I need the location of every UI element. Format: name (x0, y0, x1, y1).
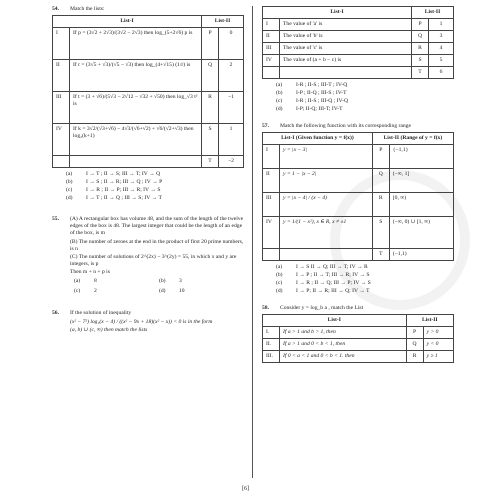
option-label: (b) (66, 178, 73, 185)
option-text: I → T ; II → S; III → T; IV → Q (86, 170, 161, 177)
row-letter: Q (372, 168, 389, 192)
r-header-list2: List-II (412, 7, 454, 19)
row-value: 0 (219, 27, 244, 59)
row-id: I (263, 18, 280, 30)
q58-title: Consider y = log_b a , match the List (280, 304, 364, 311)
option-b[interactable] (276, 90, 454, 97)
option-text: I → T ; II → Q ; III → S; IV → T (86, 194, 162, 201)
option-text: I-R ; II-S ; III-T ; IV-Q (296, 81, 348, 88)
option-b[interactable] (66, 179, 244, 186)
q54-header-list1: List-I (53, 15, 202, 27)
row-text: If p = (3√2 + 2√3)/(3√2 − 2√3) then log_(5+2√6) p is (70, 27, 202, 59)
option-label: (a) (276, 81, 283, 88)
table-row (263, 216, 454, 248)
option-label: (d) (66, 194, 73, 201)
row-value: 1 (219, 123, 244, 155)
option-text: 10 (179, 287, 185, 294)
option-label: (b) (276, 89, 283, 96)
q58-table (262, 314, 454, 363)
row-id: II. (263, 338, 280, 350)
column-divider (252, 6, 253, 478)
table-row (263, 66, 454, 78)
option-c[interactable] (74, 288, 159, 295)
page-number: [6] (242, 486, 249, 492)
row-letter: S (372, 216, 389, 248)
row-id: II (53, 59, 70, 91)
row-value: 5 (429, 54, 454, 66)
option-text: I-R ; II-S ; III-Q ; IV-Q (296, 97, 348, 104)
row-id (53, 155, 70, 167)
table-row (263, 54, 454, 66)
option-text: I → R ; II → P; III → R; IV → S (86, 186, 161, 193)
row-letter: Q (406, 338, 423, 350)
option-d[interactable] (276, 288, 454, 295)
row-letter: S (202, 123, 219, 155)
row-id: III (263, 42, 280, 54)
row-value: (−∞, 0) ∪ [1, ∞) (389, 216, 453, 248)
option-label: (d) (276, 105, 283, 112)
table-row (53, 155, 244, 167)
option-label: (b) (159, 277, 166, 284)
q56-list-table (262, 6, 454, 79)
row-id: IV (53, 123, 70, 155)
q57-header-list2: List-II (Range of y = f(x) (372, 132, 453, 144)
row-value: (−1,1) (389, 248, 453, 260)
row-text: y = |x − 3| (280, 144, 373, 168)
row-letter: Q (412, 30, 429, 42)
row-id: II (263, 30, 280, 42)
option-label: (a) (74, 277, 81, 284)
q57-title: Match the following function with its corresponding range (280, 122, 411, 129)
option-label: (c) (276, 279, 283, 286)
row-value: {−1,1} (389, 144, 453, 168)
row-letter: P (202, 27, 219, 59)
option-text: I → P ; II → T; III → R; IV → S (296, 271, 370, 278)
row-text: If a > 1 and b > 1, then (280, 326, 407, 338)
q56-title: If the solution of inequality (70, 309, 132, 316)
q55-part-c: (C) The number of solutions of 2^(2x) − 3^(2y) = 55, in which x and y are integers, is p (70, 253, 237, 267)
row-text: y = |x − 4| / (x − 4) (280, 192, 373, 216)
option-text: I → S II → Q; III → T; IV → R (296, 263, 368, 270)
q54-table (52, 15, 244, 168)
table-row (53, 27, 244, 59)
row-letter: R (412, 42, 429, 54)
option-label: (c) (276, 97, 283, 104)
option-label: (c) (66, 186, 73, 193)
row-id (263, 66, 280, 78)
q55-number: 55. (52, 215, 59, 222)
row-letter: R (202, 91, 219, 123)
row-id: III. (263, 350, 280, 362)
row-letter: P (412, 18, 429, 30)
table-row (263, 192, 454, 216)
row-text: y = 1/(1 − x²), x ∈ R, x ≠ ±1 (280, 216, 373, 248)
row-id: I. (263, 326, 280, 338)
q56-options (276, 82, 454, 113)
left-column (52, 6, 244, 335)
row-value: −1 (219, 91, 244, 123)
q56-number: 56. (52, 309, 59, 316)
q57-number: 57. (262, 122, 269, 129)
table-row (53, 59, 244, 91)
option-label: (c) (74, 287, 81, 294)
row-id: I (53, 27, 70, 59)
q55-part-b: (B) The number of zeroes at the end in the product of first 20 prime numbers, is n (70, 238, 244, 252)
option-b[interactable] (276, 272, 454, 279)
option-text: I → R ; II → Q; III → P; IV → S (296, 279, 371, 286)
q55-part-a: (A) A rectangular box has volume 48, and the sum of the length of the twelve edges of the box is 48. The largest integer that could be the length of an edge of the box, is m (70, 215, 244, 236)
table-row (263, 168, 454, 192)
option-b[interactable] (159, 278, 244, 285)
option-label: (d) (276, 287, 283, 294)
row-letter: S (412, 54, 429, 66)
table-row (53, 91, 244, 123)
option-a[interactable] (66, 171, 244, 178)
option-a[interactable] (74, 278, 159, 285)
table-row (53, 123, 244, 155)
option-text: I → P; II → R; III → Q; IV → T (296, 287, 370, 294)
option-text: 3 (179, 277, 182, 284)
q54-header-list2: List-II (202, 15, 244, 27)
option-text: 2 (94, 287, 97, 294)
row-text: The value of 'c' is (280, 42, 412, 54)
row-letter: T (372, 248, 389, 260)
row-id: I (263, 144, 280, 168)
option-text: 8 (94, 277, 97, 284)
table-row (263, 30, 454, 42)
row-letter: T (202, 155, 219, 167)
q58-header-list2: List-II (406, 314, 453, 326)
q54-header-row (53, 15, 244, 27)
q55-heading (52, 216, 244, 237)
option-c[interactable] (66, 187, 244, 194)
option-text: I → S ; II → R; III → Q ; IV → P (86, 178, 163, 185)
row-text: y = 1 − |x − 2| (280, 168, 373, 192)
row-value: 6 (429, 66, 454, 78)
row-letter: P (372, 144, 389, 168)
row-text: The value of 'a' is (280, 18, 412, 30)
option-text: I-P; II-Q; III-T; IV-T (296, 105, 343, 112)
row-text: If 0 < a < 1 and 0 < b < 1. then (280, 350, 407, 362)
row-id: III (263, 192, 280, 216)
table-row (263, 18, 454, 30)
q58-heading (262, 305, 454, 312)
row-id (263, 248, 280, 260)
option-a[interactable] (276, 82, 454, 89)
row-value: −2 (219, 155, 244, 167)
option-d[interactable] (276, 106, 454, 113)
row-id: II (263, 168, 280, 192)
q57-options (276, 264, 454, 295)
q54-number: 54. (52, 6, 59, 12)
q57-header-list1: List-I (Given function y = f(x)) (263, 132, 373, 144)
q57-table (262, 132, 454, 261)
table-row (263, 350, 454, 362)
row-text (280, 66, 412, 78)
row-text: The value of (a + b − c) is (280, 54, 412, 66)
q54-title: Match the lists: (70, 6, 105, 12)
q58-header-row (263, 314, 454, 326)
r-header-row (263, 7, 454, 19)
row-value: [0, ∞) (389, 192, 453, 216)
option-label: (a) (276, 263, 283, 270)
q58-number: 58. (262, 304, 269, 311)
row-text (70, 155, 202, 167)
row-value: 3 (429, 30, 454, 42)
option-text: I-P ; II-Q ; III-S ; IV-T (296, 89, 347, 96)
table-row (263, 326, 454, 338)
q55-then: Then m + n + p is (70, 268, 110, 275)
row-text: The value of 'b' is (280, 30, 412, 42)
row-value: 4 (429, 42, 454, 54)
table-row (263, 144, 454, 168)
row-letter: Q (202, 59, 219, 91)
row-letter: P (406, 326, 423, 338)
q54-options (66, 171, 244, 202)
option-label: (d) (159, 287, 166, 294)
q56-expression: (x² − 7²) log₃(x − 4) / ((x² − 9x + 18)(x² − x)) < 0 is in the form (70, 318, 213, 325)
q54-heading (52, 6, 244, 13)
right-column (262, 6, 454, 363)
q57-header-row (263, 132, 454, 144)
row-value: 2 (219, 59, 244, 91)
q56-tail: (a, b) ∪ (c, ∞) then match the lists (70, 326, 148, 333)
q56-heading (52, 310, 244, 317)
option-c[interactable] (276, 280, 454, 287)
option-d[interactable] (66, 195, 244, 202)
row-letter: R (406, 350, 423, 362)
option-c[interactable] (276, 98, 454, 105)
row-letter: R (372, 192, 389, 216)
row-value: y ≥ 1 (423, 350, 453, 362)
q55-options (74, 277, 244, 296)
option-d[interactable] (159, 288, 244, 295)
row-text (280, 248, 373, 260)
q57-heading (262, 123, 454, 130)
option-label: (a) (66, 170, 73, 177)
option-a[interactable] (276, 264, 454, 271)
row-text: If t = (3 + √6)/(5√3 − 2√12 − √32 + √50) then log_√3 t² is (70, 91, 202, 123)
table-row (263, 42, 454, 54)
r-header-list1: List-I (263, 7, 412, 19)
row-value: 1 (429, 18, 454, 30)
option-label: (b) (276, 271, 283, 278)
row-value: (−∞, 1] (389, 168, 453, 192)
row-value: y < 0 (423, 338, 453, 350)
row-letter: T (412, 66, 429, 78)
row-id: IV (263, 216, 280, 248)
row-id: IV (263, 54, 280, 66)
row-text: If k = 3√2/(√3+√6) − 4√3/(√6+√2) + √6/(√2+√3) then log₂(k+1) (70, 123, 202, 155)
q58-header-list1: List-I (263, 314, 407, 326)
row-text: If a > 1 and 0 < b < 1, then (280, 338, 407, 350)
row-text: If r = (3√5 + √3)/(√5 − √3) then log_(4+√15) (1/r) is (70, 59, 202, 91)
row-value: y > 0 (423, 326, 453, 338)
table-row (263, 338, 454, 350)
row-id: III (53, 91, 70, 123)
table-row (263, 248, 454, 260)
